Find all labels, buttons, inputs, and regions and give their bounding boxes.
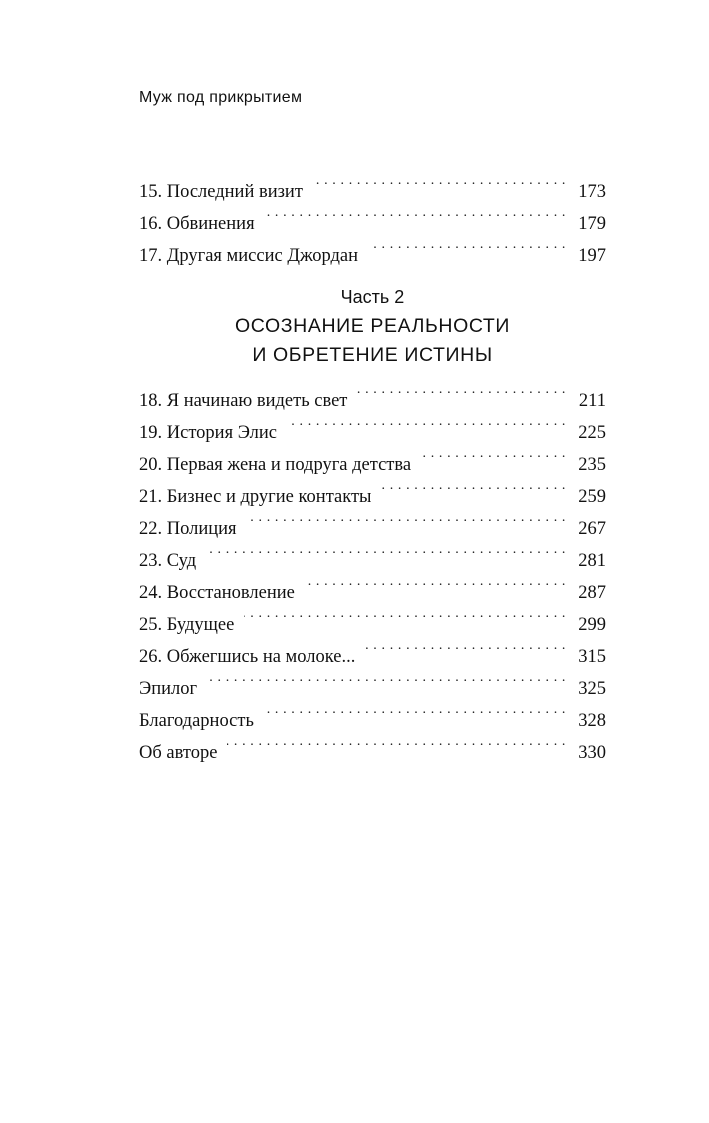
toc-entry-title: Об авторе <box>139 743 218 763</box>
toc-entry[interactable] <box>139 694 606 731</box>
toc-entry-title: 15. Последний визит <box>139 182 303 202</box>
toc-entry-title: 20. Первая жена и подруга детства <box>139 455 412 475</box>
dot-leader <box>365 630 566 662</box>
dot-leader <box>305 566 566 598</box>
toc-list-bottom <box>139 374 606 763</box>
dot-leader <box>206 534 566 566</box>
dot-leader <box>265 197 566 229</box>
toc-entry-page: 197 <box>578 246 606 266</box>
running-header: Муж под прикрытием <box>139 89 303 106</box>
dot-leader <box>382 470 567 502</box>
toc-entry-title: 23. Суд <box>139 551 197 571</box>
toc-entry-page: 267 <box>578 519 606 539</box>
toc-entry-page: 315 <box>578 647 606 667</box>
toc-entry-title: 24. Восстановление <box>139 583 295 603</box>
part-label: Часть 2 <box>340 287 405 307</box>
toc-entry-title: 17. Другая миссис Джордан <box>139 246 359 266</box>
toc-entry-title: 19. История Элис <box>139 423 278 443</box>
toc-entry-page: 235 <box>578 455 606 475</box>
dot-leader <box>357 374 566 406</box>
toc-entry-page: 299 <box>578 615 606 635</box>
toc-entry-page: 281 <box>578 551 606 571</box>
toc-entry[interactable] <box>139 534 606 571</box>
toc-entry-page: 259 <box>578 487 606 507</box>
toc-list-top <box>139 165 606 266</box>
toc-entry-title: 22. Полиция <box>139 519 237 539</box>
toc-entry-title: Эпилог <box>139 679 198 699</box>
toc-entry-page: 211 <box>578 391 606 411</box>
toc-entry[interactable] <box>139 566 606 603</box>
toc-entry-title: 21. Бизнес и другие контакты <box>139 487 372 507</box>
toc-entry-title: 25. Будущее <box>139 615 235 635</box>
toc-entry-page: 287 <box>578 583 606 603</box>
toc-entry-title: 16. Обвинения <box>139 214 255 234</box>
part-title-line2: И ОБРЕТЕНИЕ ИСТИНЫ <box>252 344 493 366</box>
toc-entry-page: 328 <box>578 711 606 731</box>
toc-entry-page: 325 <box>578 679 606 699</box>
dot-leader <box>247 502 566 534</box>
toc-entry-title: Благодарность <box>139 711 254 731</box>
dot-leader <box>244 598 566 630</box>
toc-entry[interactable] <box>139 165 606 202</box>
dot-leader <box>313 165 566 197</box>
dot-leader <box>368 229 566 261</box>
dot-leader <box>227 726 566 758</box>
dot-leader <box>207 662 566 694</box>
dot-leader <box>421 438 566 470</box>
part-heading <box>139 282 606 370</box>
toc-entry[interactable] <box>139 662 606 699</box>
toc-entry-title: 26. Обжегшись на молоке... <box>139 647 356 667</box>
toc-entry-page: 225 <box>578 423 606 443</box>
toc-entry-page: 173 <box>578 182 606 202</box>
toc-entry-page: 179 <box>578 214 606 234</box>
dot-leader <box>264 694 566 726</box>
dot-leader <box>287 406 566 438</box>
toc-entry-page: 330 <box>578 743 606 763</box>
toc-entry-title: 18. Я начинаю видеть свет <box>139 391 348 411</box>
toc-entry[interactable] <box>139 374 606 411</box>
part-title-line1: ОСОЗНАНИЕ РЕАЛЬНОСТИ <box>234 315 511 337</box>
